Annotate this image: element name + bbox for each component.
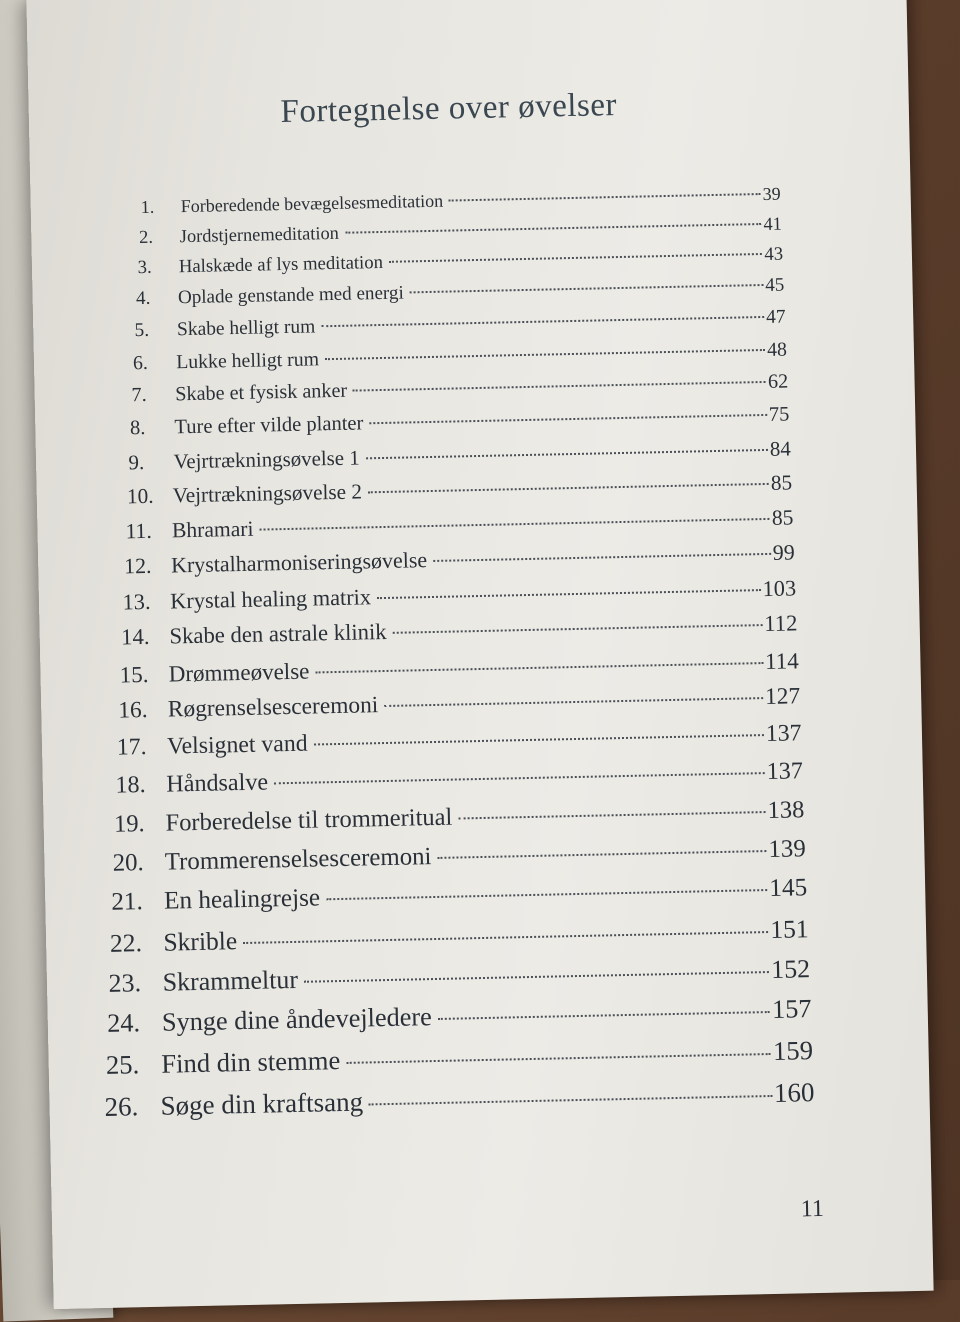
toc-entry-number: 18. (115, 772, 146, 799)
toc-entry-page: 114 (764, 646, 800, 674)
toc-entry-title: Søge din kraftsang (160, 1086, 364, 1121)
toc-entry-number: 16. (118, 697, 148, 724)
dot-leader (326, 889, 767, 900)
book-page (26, 0, 933, 1309)
toc-entry-page: 137 (765, 720, 802, 748)
toc-entry-number: 26. (104, 1091, 139, 1122)
toc-entry-number: 23. (108, 967, 142, 998)
toc-entry-page: 103 (762, 574, 797, 601)
toc-entry-title: Halskæde af lys meditation (178, 252, 384, 278)
toc-entry-title: Skrammeltur (162, 964, 299, 997)
toc-entry-number: 9. (128, 450, 145, 475)
toc-entry-title: Vejrtrækningsøvelse 2 (172, 479, 363, 508)
toc-entry-number: 11. (125, 518, 152, 543)
toc-entry-title: Find din stemme (160, 1045, 341, 1080)
toc-entry-title: Røgrenselsesceremoni (167, 692, 379, 723)
toc-entry-page: 152 (770, 953, 811, 984)
toc-entry-page: 47 (765, 306, 786, 328)
toc-entry-title: Forberedelse til trommeritual (165, 803, 453, 837)
dot-leader (366, 449, 768, 459)
page-title: Fortegnelse over øvelser (280, 87, 618, 131)
dot-leader (314, 735, 764, 746)
toc-entry-title: Vejrtrækningsøvelse 1 (173, 445, 360, 474)
toc-entry-title: Oplade genstande med energi (177, 282, 404, 309)
toc-entry-number: 22. (109, 927, 143, 958)
toc-entry-number: 7. (131, 384, 147, 407)
dot-leader (274, 772, 765, 784)
toc-entry-page: 43 (764, 244, 784, 266)
toc-entry-title: Bhramari (171, 516, 254, 542)
dot-leader (259, 517, 769, 530)
toc-entry-number: 4. (135, 288, 151, 310)
toc-entry-number: 12. (123, 553, 152, 579)
dot-leader (346, 1053, 771, 1064)
toc-entry-title: Krystalharmoniseringsøvelse (170, 547, 428, 578)
toc-entry-title: Skrible (163, 925, 238, 957)
toc-entry-page: 99 (772, 539, 795, 566)
dot-leader (437, 850, 766, 859)
toc-entry-page: 127 (764, 683, 801, 711)
toc-entry-title: Lukke helligt rum (175, 348, 320, 374)
toc-entry-page: 112 (763, 610, 798, 637)
dot-leader (325, 349, 765, 360)
dot-leader (433, 553, 771, 562)
toc-entry-number: 6. (132, 351, 149, 374)
toc-entry-title: Jordstjernemeditation (179, 222, 340, 247)
toc-entry-title: Skabe et fysisk anker (175, 379, 348, 406)
toc-entry-page: 84 (769, 436, 791, 462)
toc-entry-title: Skabe helligt rum (176, 316, 316, 341)
dot-leader (410, 284, 764, 293)
toc-entry-number: 10. (126, 484, 154, 509)
page-number: 11 (800, 1195, 825, 1223)
dot-leader (353, 381, 766, 392)
toc-entry-number: 15. (119, 660, 149, 688)
toc-entry-page: 48 (766, 338, 788, 361)
toc-entry-page: 45 (765, 274, 785, 297)
toc-entry-title: En healingrejse (163, 884, 321, 915)
toc-entry-page: 151 (769, 913, 809, 944)
dot-leader (438, 1011, 770, 1020)
toc-entry-title: Forberedende bevægelsesmeditation (180, 190, 444, 217)
dot-leader (389, 253, 762, 263)
toc-entry-page: 85 (771, 504, 794, 530)
dot-leader (345, 223, 762, 234)
dot-leader (458, 811, 765, 819)
table-of-contents (101, 183, 830, 1133)
toc-entry-number: 3. (137, 257, 152, 279)
toc-entry-number: 17. (116, 734, 147, 762)
toc-entry-number: 14. (120, 624, 150, 650)
dot-leader (304, 971, 769, 983)
toc-entry-page: 138 (767, 796, 805, 825)
toc-entry-title: Ture efter vilde planter (174, 412, 364, 439)
dot-leader (368, 483, 769, 493)
toc-entry-page: 39 (762, 183, 781, 204)
toc-entry-title: Håndsalve (166, 769, 269, 798)
toc-entry-number: 20. (112, 849, 145, 877)
toc-entry-title: Skabe den astrale klinik (169, 619, 387, 649)
dot-leader (377, 589, 761, 599)
toc-entry-page: 85 (770, 470, 793, 496)
toc-entry-page: 159 (772, 1035, 814, 1067)
dot-leader (321, 316, 764, 327)
toc-entry-page: 157 (771, 994, 812, 1025)
toc-entry-number: 19. (113, 810, 145, 839)
dot-leader (315, 662, 763, 673)
toc-entry-number: 21. (111, 888, 144, 916)
toc-entry-title: Synge dine åndevejledere (161, 1002, 433, 1038)
toc-entry-number: 13. (122, 588, 151, 615)
toc-entry-number: 8. (129, 416, 146, 440)
toc-entry-title: Krystal healing matrix (170, 583, 372, 614)
toc-entry-number: 5. (134, 319, 150, 342)
dot-leader (369, 1095, 772, 1105)
toc-entry-page: 62 (767, 370, 789, 394)
toc-entry-page: 160 (773, 1076, 815, 1108)
toc-entry-number: 1. (140, 196, 155, 218)
toc-entry-number: 24. (106, 1008, 141, 1039)
toc-entry-page: 75 (768, 403, 790, 426)
dot-leader (384, 697, 763, 707)
toc-entry-title: Trommerenselsesceremoni (164, 843, 432, 876)
toc-entry-number: 25. (105, 1049, 140, 1081)
toc-entry-title: Velsignet vand (166, 731, 308, 761)
toc-entry-page: 137 (766, 758, 804, 786)
toc-entry-page: 139 (768, 835, 807, 863)
dot-leader (369, 414, 767, 424)
toc-entry-number: 2. (138, 226, 154, 248)
dot-leader (243, 931, 768, 944)
toc-entry-page: 41 (763, 213, 783, 234)
dot-leader (393, 624, 763, 634)
toc-entry-page: 145 (769, 874, 808, 903)
dot-leader (449, 193, 761, 202)
toc-entry-title: Drømmeøvelse (168, 657, 310, 687)
